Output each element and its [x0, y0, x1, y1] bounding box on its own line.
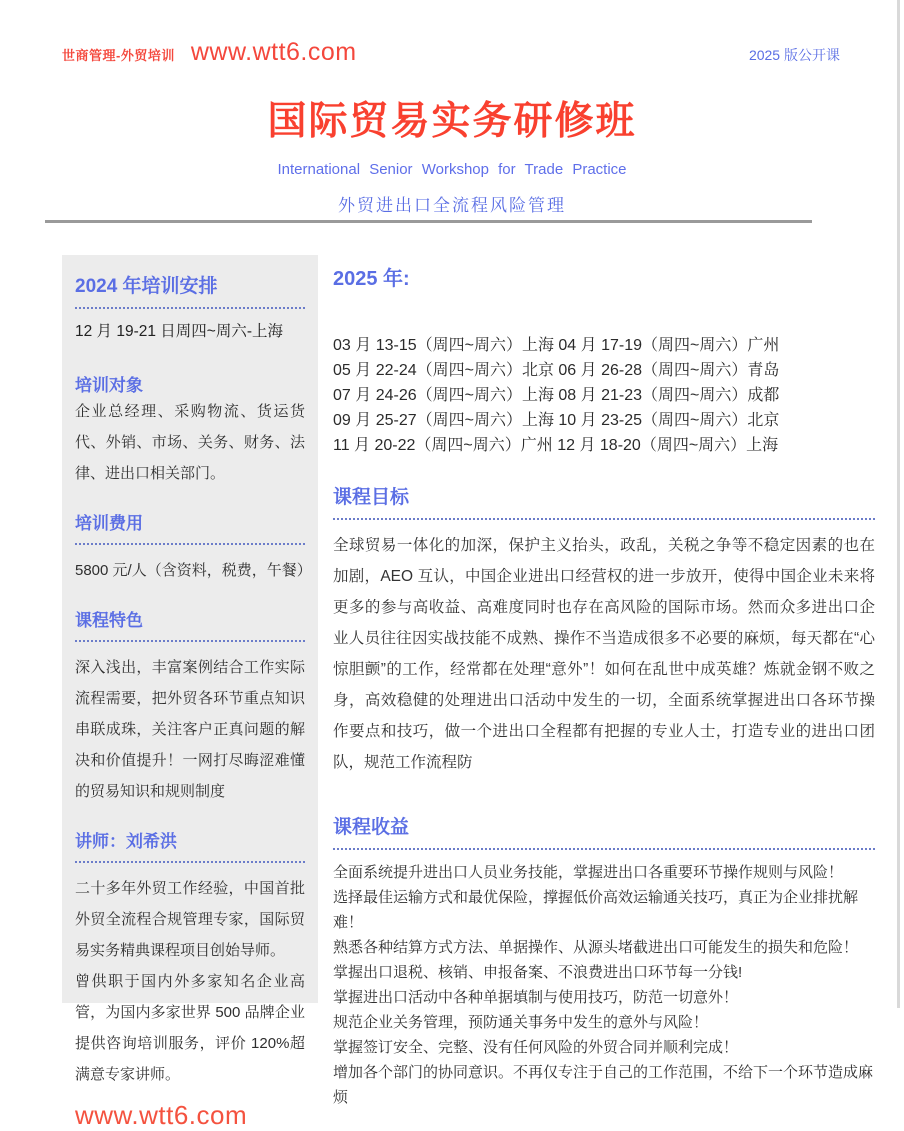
- benefits-section: [333, 812, 875, 1110]
- benefit-item: 全面系统提升进出口人员业务技能，掌握进出口各重要环节操作规则与风险！: [333, 864, 844, 881]
- site-url-link[interactable]: www.wtt6.com: [190, 38, 357, 66]
- features-text: 深入浅出，丰富案例结合工作实际流程需要，把外贸各环节重点知识串联成珠，关注客户正真问题的解决和价值提升！一网打尽晦涩难懂的贸易知识和规则制度: [75, 659, 305, 800]
- brand-label: 世商管理-外贸培训: [62, 48, 175, 63]
- schedule-row: 05 月 22-24（周四~周六）北京 06 月 26-28（周四~周六）青岛: [333, 362, 780, 379]
- objectives-text: 全球贸易一体化的加深，保护主义抬头，政乱，关税之争等不稳定因素的也在加剧，AEO 互认，中国企业进出口经营权的进一步放开，使得中国企业未来将更多的参与高收益、高难度同时也存在高风险的国际市场。然而众多进出口企业人员往往因实战技能不成熟、操作不当造成很多不必要的麻烦，每天都在“心惊胆颤”的工作，经常都在处理“意外”！如何在乱世中成英雄？炼就金钢不败之身，高效稳健的处理进出口活动中发生的一切，全面系统掌握进出口各环节操作要点和技巧，做一个进出口全程都有把握的专业人士，打造专业的进出口团队，规范工作流程防: [333, 537, 875, 771]
- benefit-item: 增加各个部门的协同意识。不再仅专注于自己的工作范围，不给下一个环节造成麻烦: [333, 1064, 874, 1106]
- dotted-divider: [75, 307, 305, 309]
- benefit-item: 掌握进出口活动中各种单据填制与使用技巧，防范一切意外！: [333, 989, 739, 1006]
- dotted-divider: [75, 640, 305, 642]
- audience-text: 企业总经理、采购物流、货运货代、外销、市场、关务、财务、法律、进出口相关部门。: [75, 403, 305, 482]
- objectives-section: [333, 482, 875, 778]
- main-column: [333, 262, 875, 1110]
- schedule-row: 11 月 20-22（周四~周六）广州 12 月 18-20（周四~周六）上海: [333, 437, 779, 454]
- schedule-2025-heading: 2025 年:: [333, 268, 410, 290]
- dotted-divider: [333, 848, 875, 850]
- dotted-divider: [75, 543, 305, 545]
- benefit-item: 掌握出口退税、核销、申报备案、不浪费进出口环节每一分钱!: [333, 964, 743, 981]
- page-title: 国际贸易实务研修班: [267, 100, 637, 143]
- schedule-2024-line: 12 月 19-21 日周四~周六-上海: [75, 323, 284, 340]
- page-right-border: [897, 0, 900, 1008]
- schedule-2025-list: [333, 333, 875, 458]
- benefit-item: 掌握签订安全、完整、没有任何风险的外贸合同并顺利完成！: [333, 1039, 739, 1056]
- footer-url-link[interactable]: www.wtt6.com: [75, 1100, 248, 1130]
- fee-heading: 培训费用: [75, 514, 143, 533]
- edition-label: 2025 版公开课: [748, 47, 840, 63]
- features-heading: 课程特色: [75, 611, 143, 630]
- schedule-2024-heading: 2024 年培训安排: [75, 276, 218, 297]
- benefits-heading: 课程收益: [333, 817, 410, 838]
- lecturer-heading: 讲师：刘希洪: [75, 832, 177, 851]
- dotted-divider: [333, 518, 875, 520]
- benefit-item: 选择最佳运输方式和最优保险，撑握低价高效运输通关技巧，真正为企业排扰解难！: [333, 889, 859, 931]
- fee-text: 5800 元/人（含资料，税费，午餐）: [75, 562, 312, 579]
- sidebar: [62, 255, 318, 1130]
- benefit-item: 规范企业关务管理，预防通关事务中发生的意外与风险！: [333, 1014, 709, 1031]
- title-divider: [45, 220, 812, 223]
- header: [62, 38, 840, 67]
- lecturer-bio-2: 曾供职于国内外多家知名企业高管，为国内多家世界 500 品牌企业提供咨询培训服务，评价 120%超满意专家讲师。: [75, 973, 305, 1083]
- lecturer-bio-1: 二十多年外贸工作经验，中国首批外贸全流程合规管理专家，国际贸易实务精典课程项目创始导师。: [75, 880, 305, 959]
- subtitle-chinese: 外贸进出口全流程风险管理: [338, 196, 566, 215]
- benefits-list: [333, 860, 875, 1110]
- schedule-row: 07 月 24-26（周四~周六）上海 08 月 21-23（周四~周六）成都: [333, 387, 780, 404]
- dotted-divider: [75, 861, 305, 863]
- schedule-row: 09 月 25-27（周四~周六）上海 10 月 23-25（周四~周六）北京: [333, 412, 780, 429]
- audience-heading: 培训对象: [75, 376, 143, 395]
- objectives-heading: 课程目标: [333, 487, 410, 508]
- subtitle-english: International Senior Workshop for Trade Practice: [277, 161, 627, 178]
- benefit-item: 熟悉各种结算方式方法、单据操作、从源头堵截进出口可能发生的损失和危险！: [333, 939, 859, 956]
- schedule-row: 03 月 13-15（周四~周六）上海 04 月 17-19（周四~周六）广州: [333, 337, 780, 354]
